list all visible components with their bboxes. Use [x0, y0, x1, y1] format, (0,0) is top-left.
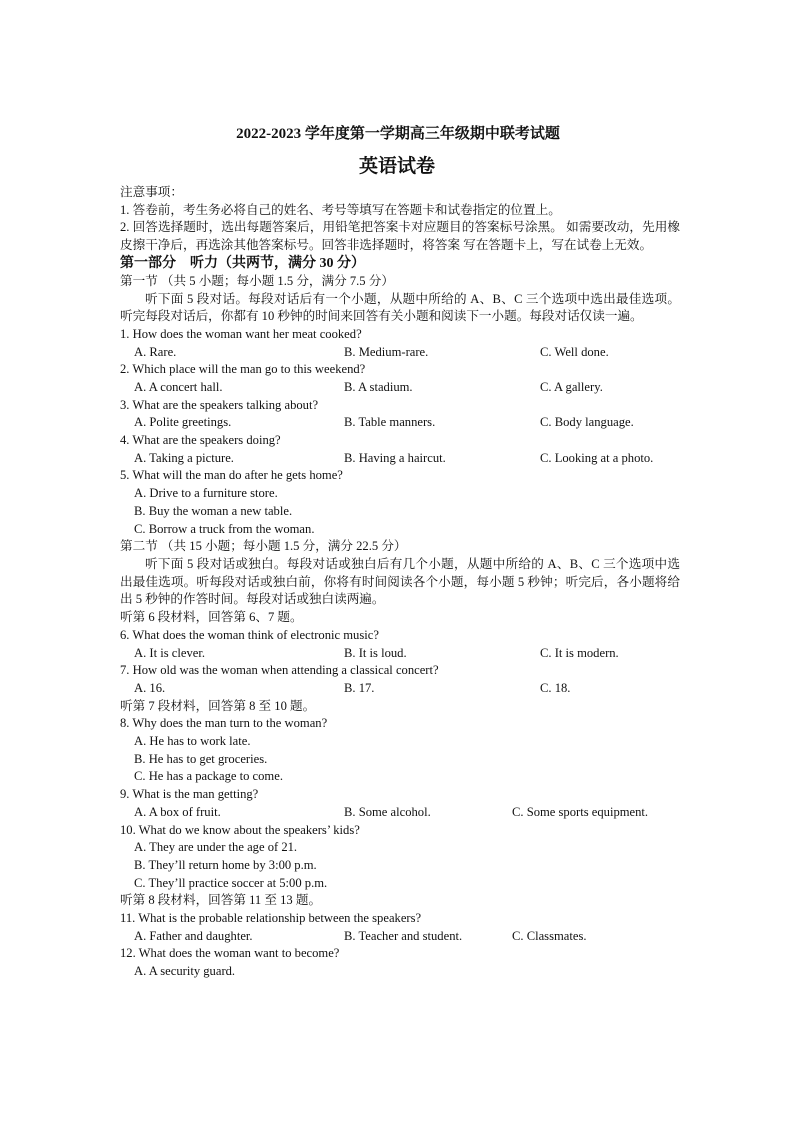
- option-b: B. Medium-rare.: [344, 344, 429, 359]
- notice-item-2: 2. 回答选择题时，选出每题答案后，用铅笔把答案卡对应题目的答案标号涂黑。 如需要改动，先用橡皮擦干净后，再选涂其他答案标号。回答非选择题时，将答案 写在答题卡上，写在试卷上无效。: [120, 220, 680, 253]
- option-a: A. A concert hall.: [134, 380, 223, 395]
- option-b: B. Buy the woman a new table.: [134, 503, 293, 518]
- question-options: [120, 450, 680, 468]
- option-b: B. Having a haircut.: [344, 450, 446, 465]
- option-a: A. 16.: [134, 680, 166, 695]
- question-options: [120, 379, 680, 397]
- exam-subtitle: 英语试卷: [358, 156, 435, 177]
- option-a: A. A security guard.: [134, 964, 236, 979]
- question-options: [120, 804, 680, 822]
- option-c: C. Borrow a truck from the woman.: [134, 521, 315, 536]
- option-b: B. They’ll return home by 3:00 p.m.: [134, 857, 317, 872]
- material-label: 听第 6 段材料，回答第 6、7 题。: [120, 610, 303, 625]
- material-label: 听第 7 段材料，回答第 8 至 10 题。: [120, 698, 316, 713]
- option-b: B. 17.: [344, 680, 375, 695]
- question-options: [120, 928, 680, 946]
- question-stem: 6. What does the woman think of electronic music?: [120, 627, 379, 642]
- option-a: A. A box of fruit.: [134, 804, 221, 819]
- option-b: B. Teacher and student.: [344, 928, 463, 943]
- option-a: A. It is clever.: [134, 645, 205, 660]
- option-c: C. Looking at a photo.: [540, 450, 654, 465]
- option-b: B. Some alcohol.: [344, 804, 431, 819]
- option-c: C. Well done.: [540, 344, 609, 359]
- question-options: [120, 680, 680, 698]
- option-a: A. He has to work late.: [134, 734, 251, 748]
- question-stem: 2. Which place will the man go to this weekend?: [120, 362, 366, 377]
- option-c: C. Classmates.: [512, 928, 587, 943]
- part1-heading: 第一部分 听力（共两节，满分 30 分）: [120, 255, 365, 271]
- option-c: C. Some sports equipment.: [512, 804, 649, 819]
- option-c: C. They’ll practice soccer at 5:00 p.m.: [134, 875, 328, 890]
- option-c: C. Body language.: [540, 415, 634, 430]
- question-options: [120, 414, 680, 432]
- question-options: [120, 344, 680, 362]
- option-b: B. Table manners.: [344, 415, 436, 430]
- option-b: B. A stadium.: [344, 380, 413, 395]
- question-options: [120, 645, 680, 663]
- option-a: A. Taking a picture.: [134, 450, 234, 465]
- question-stem: 7. How old was the woman when attending a classical concert?: [120, 663, 439, 678]
- option-b: B. It is loud.: [344, 645, 407, 660]
- option-a: A. Drive to a furniture store.: [134, 486, 278, 501]
- option-a: A. Father and daughter.: [134, 928, 253, 943]
- section2-instructions: 听下面 5 段对话或独白。每段对话或独白后有几个小题，从题中所给的 A、B、C 三个选项中选出最佳选项。听每段对话或独白前，你将有时间阅读各个小题，每小题 5 秒钟；听完后，各小题将给出 5 秒钟的作答时间。每段对话或独白读两遍。: [120, 557, 680, 607]
- notice-heading: 注意事项：: [120, 185, 183, 199]
- question-stem: 4. What are the speakers doing?: [120, 433, 281, 448]
- notice-item-1: 1. 答卷前，考生务必将自己的姓名、考号等填写在答题卡和试卷指定的位置上。: [120, 202, 561, 217]
- question-stem: 8. Why does the man turn to the woman?: [120, 716, 328, 731]
- section2-heading: 第二节 （共 15 小题；每小题 1.5 分，满分 22.5 分）: [120, 539, 407, 554]
- option-b: B. He has to get groceries.: [134, 751, 268, 766]
- exam-content: [120, 124, 680, 981]
- section1-instructions: 听下面 5 段对话。每段对话后有一个小题，从题中所给的 A、B、C 三个选项中选出最佳选项。听完每段对话后，你都有 10 秒钟的时间来回答有关小题和阅读下一小题。每段对话仅读一遍。: [120, 291, 680, 324]
- option-a: A. Polite greetings.: [134, 415, 232, 430]
- question-stem: 12. What does the woman want to become?: [120, 946, 340, 961]
- question-stem: 5. What will the man do after he gets home?: [120, 468, 343, 483]
- question-stem: 11. What is the probable relationship between the speakers?: [120, 911, 422, 926]
- question-stem: 1. How does the woman want her meat cooked?: [120, 326, 362, 341]
- option-c: C. A gallery.: [540, 380, 603, 395]
- question-stem: 3. What are the speakers talking about?: [120, 397, 319, 412]
- option-a: A. Rare.: [134, 344, 177, 359]
- material-label: 听第 8 段材料，回答第 11 至 13 题。: [120, 893, 322, 908]
- option-c: C. He has a package to come.: [134, 769, 283, 784]
- exam-title: 2022-2023 学年度第一学期高三年级期中联考试题: [236, 126, 560, 142]
- option-a: A. They are under the age of 21.: [134, 840, 298, 855]
- question-stem: 10. What do we know about the speakers’ kids?: [120, 822, 360, 837]
- section1-heading: 第一节 （共 5 小题；每小题 1.5 分，满分 7.5 分）: [120, 273, 394, 288]
- option-c: C. It is modern.: [540, 645, 619, 660]
- option-c: C. 18.: [540, 680, 571, 695]
- question-stem: 9. What is the man getting?: [120, 787, 259, 802]
